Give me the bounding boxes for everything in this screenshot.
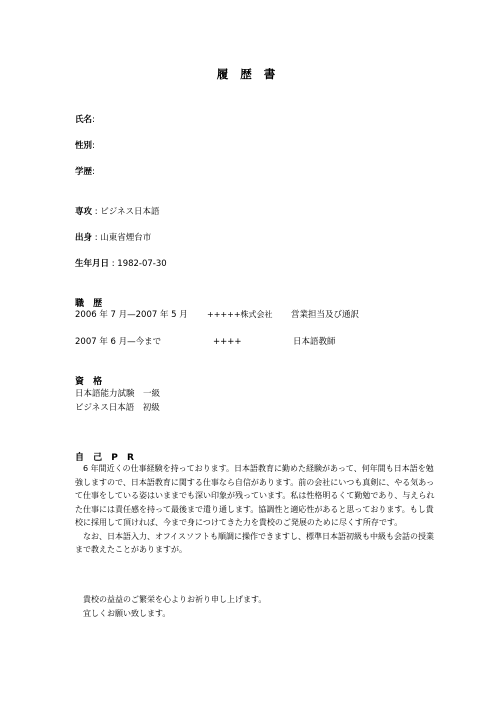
- major-value: ビジネス日本語: [100, 207, 160, 217]
- career-role: 営業担当及び通訳: [291, 310, 360, 320]
- career-period: 2006 年 7 月—2007 年 5 月: [75, 310, 188, 320]
- gender-colon: :: [92, 141, 95, 151]
- education-row: [75, 165, 95, 177]
- origin-label: 出身: [75, 233, 93, 243]
- birth-colon: :: [111, 259, 115, 269]
- qualifications-heading: 資 格: [75, 377, 106, 387]
- pr-body: [75, 462, 435, 557]
- origin-value: 山東省煙台市: [100, 233, 152, 243]
- career-period: 2007 年 6 月—今まで: [75, 337, 162, 347]
- birth-row: [75, 257, 167, 269]
- career-entry: [75, 335, 336, 347]
- qualification-item: 日本語能力試験 一級: [75, 389, 161, 399]
- education-colon: :: [92, 167, 95, 177]
- document-title: 履 歴 書: [216, 67, 280, 81]
- origin-row: [75, 231, 151, 243]
- career-company: +++++株式会社: [207, 310, 273, 319]
- birth-label: 生年月日: [75, 259, 110, 269]
- major-row: [75, 205, 160, 217]
- major-label: 専攻: [75, 207, 93, 217]
- career-role: 日本語教師: [293, 337, 336, 347]
- gender-row: [75, 139, 95, 151]
- major-colon: :: [94, 207, 98, 217]
- pr-paragraph-1: 6 年間近くの仕事経験を持っております。日本語教育に勤めた経験があって、何年間も日本語を勉強しますので、日本語教育に関する仕事なら自信があります。前の会社にいつも真剣に、やる気あって仕事をしている姿はいままでも深い印象が残っています。私は性格明るくて勤勉であり、与えられた仕事には責任感を持って最後まで遣り通します。協調性と適応性があると思っております。もし貴校に採用して頂ければ、今まで身につけてきた力を貴校のご発展のために尽くす所存です。: [75, 464, 435, 527]
- career-company: ++++: [213, 337, 242, 347]
- closing-line-1: 貴校の益益のご繁栄を心よりお祈り申し上げます。: [83, 595, 267, 604]
- name-row: [75, 113, 95, 125]
- closing-line-2: 宜しくお願い致します。: [83, 609, 171, 618]
- name-colon: :: [92, 115, 95, 125]
- education-label: 学歴: [75, 167, 93, 177]
- pr-heading: 自 己 P R: [75, 453, 137, 463]
- gender-label: 性別: [75, 141, 93, 151]
- career-heading: 職 歴: [75, 299, 106, 309]
- pr-paragraph-2: なお、日本語入力、オフイスソフトも順調に操作できますし、標準日本語初級も中級も会話の授業まで教えたことがありますが。: [75, 531, 434, 554]
- qualification-item: ビジネス日本語 初級: [75, 403, 160, 413]
- origin-colon: :: [94, 233, 98, 243]
- name-label: 氏名: [75, 115, 93, 125]
- birth-value: 1982-07-30: [117, 259, 167, 269]
- career-entry: [75, 308, 359, 320]
